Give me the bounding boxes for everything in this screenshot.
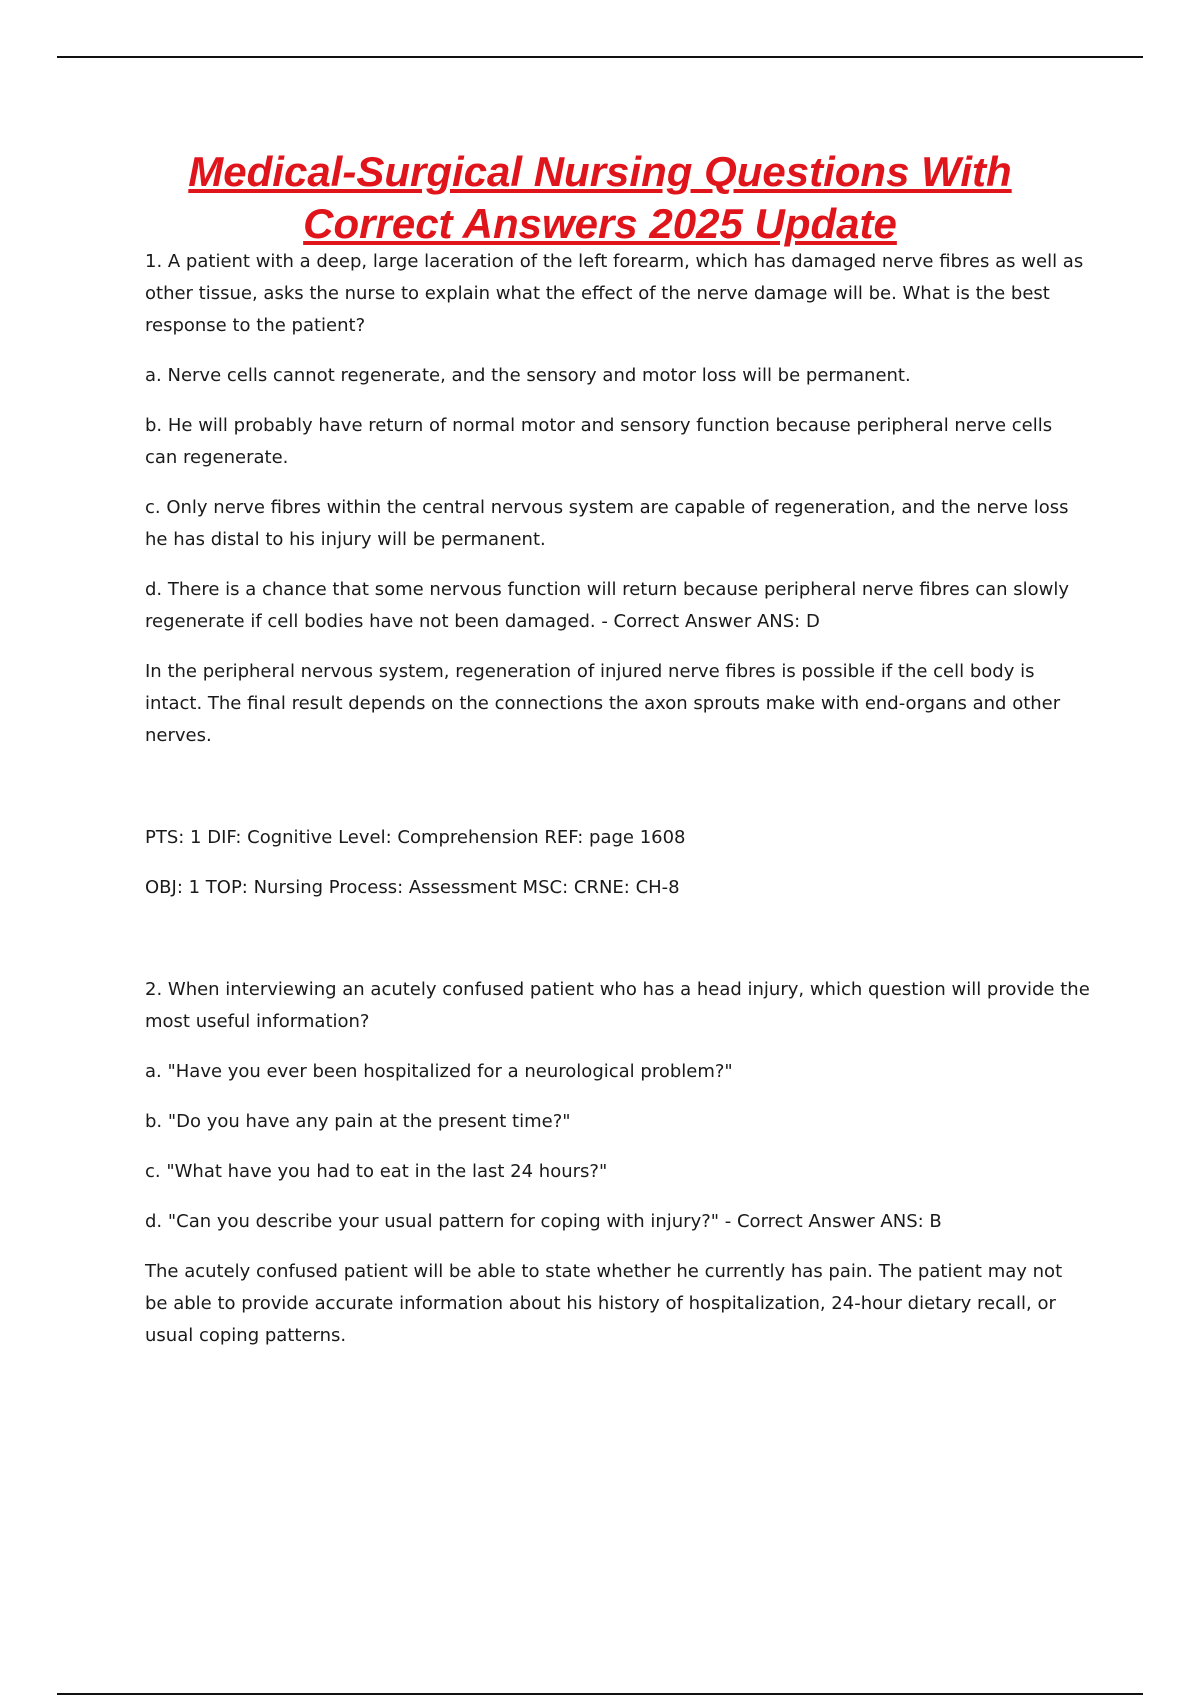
question-2-rationale: The acutely confused patient will be able to state whether he currently has pain. The patient may not be able to provide accurate information about his history of hospitalization, 24-hour dietary recall, or usual coping patterns. xyxy=(145,1261,1063,1346)
question-1-meta-pts: PTS: 1 DIF: Cognitive Level: Comprehension REF: page 1608 xyxy=(145,827,686,848)
header-rule xyxy=(57,56,1143,58)
document-body xyxy=(145,246,1090,1370)
question-1-meta-obj: OBJ: 1 TOP: Nursing Process: Assessment MSC: CRNE: CH-8 xyxy=(145,877,680,898)
title-line-2: Correct Answers 2025 Update xyxy=(303,200,897,247)
footer-rule xyxy=(57,1693,1143,1695)
question-2 xyxy=(145,974,1090,1352)
question-2-option-b: b. "Do you have any pain at the present time?" xyxy=(145,1111,571,1132)
question-1-option-d: d. There is a chance that some nervous function will return because peripheral nerve fibres can slowly regenerate if cell bodies have not been damaged. - Correct Answer ANS: D xyxy=(145,579,1070,632)
question-1-stem: 1. A patient with a deep, large laceration of the left forearm, which has damaged nerve fibres as well as other tissue, asks the nurse to explain what the effect of the nerve damage will be. What is the best response to the patient? xyxy=(145,251,1084,336)
question-1 xyxy=(145,246,1090,904)
document-title xyxy=(100,146,1100,250)
spacer xyxy=(145,770,1090,822)
question-1-option-b: b. He will probably have return of normal motor and sensory function because peripheral nerve cells can regenerate. xyxy=(145,415,1053,468)
question-2-option-a: a. "Have you ever been hospitalized for a neurological problem?" xyxy=(145,1061,733,1082)
question-1-option-a: a. Nerve cells cannot regenerate, and the sensory and motor loss will be permanent. xyxy=(145,365,911,386)
question-1-option-c: c. Only nerve fibres within the central nervous system are capable of regeneration, and the nerve loss he has distal to his injury will be permanent. xyxy=(145,497,1069,550)
question-1-rationale: In the peripheral nervous system, regeneration of injured nerve fibres is possible if the cell body is intact. The final result depends on the connections the axon sprouts make with end-organs and other nerves. xyxy=(145,661,1061,746)
spacer xyxy=(145,922,1090,974)
question-2-option-d: d. "Can you describe your usual pattern for coping with injury?" - Correct Answer ANS: B xyxy=(145,1211,942,1232)
question-2-option-c: c. "What have you had to eat in the last 24 hours?" xyxy=(145,1161,608,1182)
question-2-stem: 2. When interviewing an acutely confused patient who has a head injury, which question will provide the most useful information? xyxy=(145,979,1090,1032)
title-line-1: Medical-Surgical Nursing Questions With xyxy=(188,148,1012,195)
